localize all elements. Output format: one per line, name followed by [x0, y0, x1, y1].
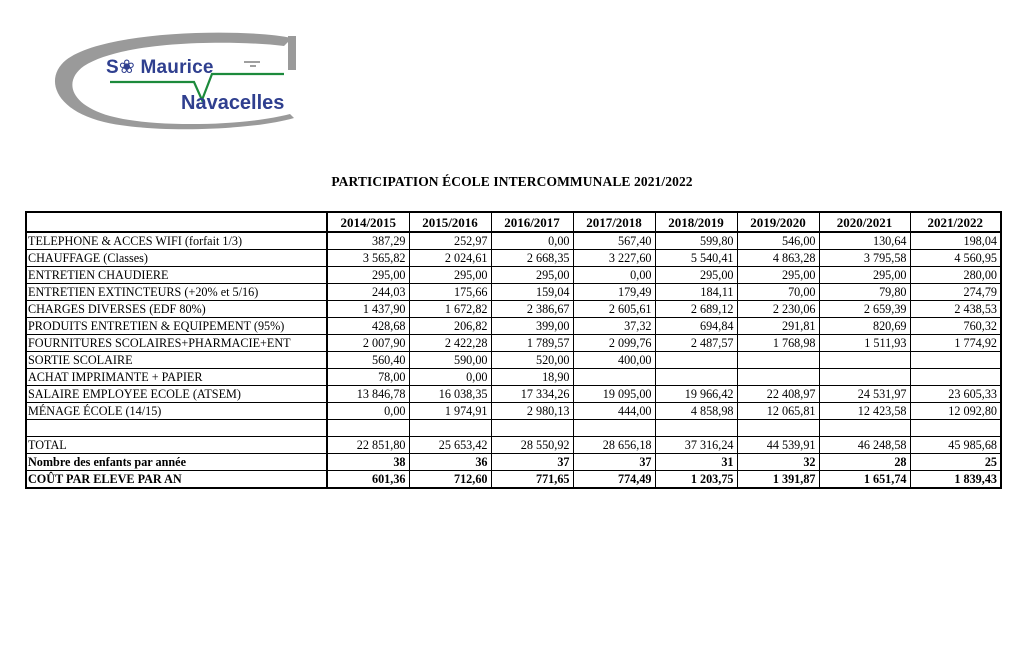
- value-cell: 2 024,61: [409, 250, 491, 267]
- value-cell: 18,90: [491, 369, 573, 386]
- page-title: PARTICIPATION ÉCOLE INTERCOMMUNALE 2021/2022: [331, 174, 693, 189]
- value-cell: 37,32: [573, 318, 655, 335]
- value-cell: 198,04: [910, 232, 1001, 250]
- value-cell: [737, 352, 819, 369]
- empty-cell: [737, 420, 819, 437]
- year-header: 2015/2016: [409, 212, 491, 232]
- year-header: 2017/2018: [573, 212, 655, 232]
- logo-line-1: S❀ Maurice: [106, 57, 214, 78]
- empty-cell: [491, 420, 573, 437]
- year-header: 2014/2015: [327, 212, 409, 232]
- row-label: ENTRETIEN EXTINCTEURS (+20% et 5/16): [26, 284, 327, 301]
- value-cell: 19 966,42: [655, 386, 737, 403]
- value-cell: 25: [910, 454, 1001, 471]
- value-cell: 274,79: [910, 284, 1001, 301]
- value-cell: 546,00: [737, 232, 819, 250]
- value-cell: 520,00: [491, 352, 573, 369]
- value-cell: 1 672,82: [409, 301, 491, 318]
- value-cell: 44 539,91: [737, 437, 819, 454]
- value-cell: 4 863,28: [737, 250, 819, 267]
- value-cell: [910, 369, 1001, 386]
- year-header: 2018/2019: [655, 212, 737, 232]
- empty-cell: [409, 420, 491, 437]
- value-cell: 244,03: [327, 284, 409, 301]
- value-cell: 46 248,58: [819, 437, 910, 454]
- value-cell: 12 423,58: [819, 403, 910, 420]
- row-label: COÛT PAR ELEVE PAR AN: [26, 471, 327, 489]
- value-cell: 175,66: [409, 284, 491, 301]
- value-cell: 3 795,58: [819, 250, 910, 267]
- value-cell: [910, 352, 1001, 369]
- value-cell: 295,00: [409, 267, 491, 284]
- value-cell: 428,68: [327, 318, 409, 335]
- value-cell: 37: [573, 454, 655, 471]
- value-cell: 79,80: [819, 284, 910, 301]
- value-cell: 12 065,81: [737, 403, 819, 420]
- empty-cell: [327, 420, 409, 437]
- table-row: [26, 386, 1001, 403]
- logo-line-2: Navacelles: [181, 92, 285, 114]
- value-cell: 38: [327, 454, 409, 471]
- value-cell: 37 316,24: [655, 437, 737, 454]
- value-cell: 179,49: [573, 284, 655, 301]
- year-header: 2016/2017: [491, 212, 573, 232]
- table-row: [26, 352, 1001, 369]
- row-label: CHAUFFAGE (Classes): [26, 250, 327, 267]
- value-cell: 23 605,33: [910, 386, 1001, 403]
- value-cell: 820,69: [819, 318, 910, 335]
- value-cell: 399,00: [491, 318, 573, 335]
- value-cell: 771,65: [491, 471, 573, 489]
- value-cell: [819, 352, 910, 369]
- value-cell: 295,00: [819, 267, 910, 284]
- value-cell: 78,00: [327, 369, 409, 386]
- value-cell: 2 980,13: [491, 403, 573, 420]
- value-cell: 4 560,95: [910, 250, 1001, 267]
- value-cell: [737, 369, 819, 386]
- value-cell: 4 858,98: [655, 403, 737, 420]
- row-label: SORTIE SCOLAIRE: [26, 352, 327, 369]
- value-cell: 5 540,41: [655, 250, 737, 267]
- value-cell: 2 230,06: [737, 301, 819, 318]
- table-row: [26, 403, 1001, 420]
- value-cell: 295,00: [327, 267, 409, 284]
- year-header: 2019/2020: [737, 212, 819, 232]
- value-cell: 1 437,90: [327, 301, 409, 318]
- value-cell: 2 689,12: [655, 301, 737, 318]
- row-label: Nombre des enfants par année: [26, 454, 327, 471]
- value-cell: 694,84: [655, 318, 737, 335]
- value-cell: 760,32: [910, 318, 1001, 335]
- table-row: [26, 250, 1001, 267]
- value-cell: 2 007,90: [327, 335, 409, 352]
- value-cell: 24 531,97: [819, 386, 910, 403]
- value-cell: 0,00: [327, 403, 409, 420]
- value-cell: 1 768,98: [737, 335, 819, 352]
- row-label: ACHAT IMPRIMANTE + PAPIER: [26, 369, 327, 386]
- value-cell: 2 386,67: [491, 301, 573, 318]
- value-cell: 1 651,74: [819, 471, 910, 489]
- value-cell: 1 839,43: [910, 471, 1001, 489]
- table-row: [26, 232, 1001, 250]
- value-cell: 1 203,75: [655, 471, 737, 489]
- value-cell: [573, 369, 655, 386]
- value-cell: 599,80: [655, 232, 737, 250]
- value-cell: 184,11: [655, 284, 737, 301]
- row-label: ENTRETIEN CHAUDIERE: [26, 267, 327, 284]
- children-count-row: [26, 454, 1001, 471]
- value-cell: 13 846,78: [327, 386, 409, 403]
- value-cell: 16 038,35: [409, 386, 491, 403]
- value-cell: 774,49: [573, 471, 655, 489]
- value-cell: 2 487,57: [655, 335, 737, 352]
- value-cell: 3 227,60: [573, 250, 655, 267]
- value-cell: [655, 369, 737, 386]
- value-cell: 1 774,92: [910, 335, 1001, 352]
- value-cell: 400,00: [573, 352, 655, 369]
- value-cell: 0,00: [491, 232, 573, 250]
- cost-per-pupil-row: [26, 471, 1001, 489]
- value-cell: 22 851,80: [327, 437, 409, 454]
- table-body: [26, 232, 1001, 488]
- value-cell: 1 511,93: [819, 335, 910, 352]
- value-cell: 252,97: [409, 232, 491, 250]
- total-row: [26, 437, 1001, 454]
- value-cell: 28 656,18: [573, 437, 655, 454]
- row-label: MÉNAGE ÉCOLE (14/15): [26, 403, 327, 420]
- row-label: FOURNITURES SCOLAIRES+PHARMACIE+ENT: [26, 335, 327, 352]
- value-cell: 2 668,35: [491, 250, 573, 267]
- table-row: [26, 318, 1001, 335]
- value-cell: [819, 369, 910, 386]
- value-cell: 19 095,00: [573, 386, 655, 403]
- year-header: 2020/2021: [819, 212, 910, 232]
- empty-cell: [573, 420, 655, 437]
- value-cell: 601,36: [327, 471, 409, 489]
- value-cell: 22 408,97: [737, 386, 819, 403]
- value-cell: 32: [737, 454, 819, 471]
- value-cell: 28: [819, 454, 910, 471]
- value-cell: 12 092,80: [910, 403, 1001, 420]
- value-cell: 560,40: [327, 352, 409, 369]
- table-row: [26, 369, 1001, 386]
- empty-cell: [910, 420, 1001, 437]
- value-cell: [655, 352, 737, 369]
- value-cell: 291,81: [737, 318, 819, 335]
- row-label: CHARGES DIVERSES (EDF 80%): [26, 301, 327, 318]
- row-label: TOTAL: [26, 437, 327, 454]
- row-label: PRODUITS ENTRETIEN & EQUIPEMENT (95%): [26, 318, 327, 335]
- value-cell: 1 974,91: [409, 403, 491, 420]
- value-cell: 295,00: [655, 267, 737, 284]
- empty-cell: [26, 420, 327, 437]
- value-cell: 2 099,76: [573, 335, 655, 352]
- row-label: SALAIRE EMPLOYEE ECOLE (ATSEM): [26, 386, 327, 403]
- value-cell: 2 422,28: [409, 335, 491, 352]
- value-cell: 2 659,39: [819, 301, 910, 318]
- value-cell: 159,04: [491, 284, 573, 301]
- value-cell: 70,00: [737, 284, 819, 301]
- value-cell: 712,60: [409, 471, 491, 489]
- value-cell: 17 334,26: [491, 386, 573, 403]
- value-cell: 387,29: [327, 232, 409, 250]
- value-cell: 444,00: [573, 403, 655, 420]
- value-cell: 3 565,82: [327, 250, 409, 267]
- value-cell: 0,00: [573, 267, 655, 284]
- value-cell: 590,00: [409, 352, 491, 369]
- logo-swoosh-icon: [44, 30, 306, 134]
- value-cell: 295,00: [737, 267, 819, 284]
- value-cell: 45 985,68: [910, 437, 1001, 454]
- value-cell: 28 550,92: [491, 437, 573, 454]
- budget-table: [25, 211, 1002, 489]
- value-cell: 295,00: [491, 267, 573, 284]
- row-label: TELEPHONE & ACCES WIFI (forfait 1/3): [26, 232, 327, 250]
- value-cell: 567,40: [573, 232, 655, 250]
- value-cell: 1 789,57: [491, 335, 573, 352]
- empty-cell: [655, 420, 737, 437]
- value-cell: 1 391,87: [737, 471, 819, 489]
- value-cell: 130,64: [819, 232, 910, 250]
- value-cell: 2 438,53: [910, 301, 1001, 318]
- spacer-row: [26, 420, 1001, 437]
- year-header: 2021/2022: [910, 212, 1001, 232]
- value-cell: 280,00: [910, 267, 1001, 284]
- table-row: [26, 284, 1001, 301]
- empty-cell: [819, 420, 910, 437]
- value-cell: 0,00: [409, 369, 491, 386]
- table-row: [26, 267, 1001, 284]
- value-cell: 206,82: [409, 318, 491, 335]
- table-row: [26, 301, 1001, 318]
- value-cell: 25 653,42: [409, 437, 491, 454]
- header-label-cell: [26, 212, 327, 232]
- logo: [44, 30, 306, 134]
- value-cell: 31: [655, 454, 737, 471]
- header-row: [26, 212, 1001, 232]
- value-cell: 37: [491, 454, 573, 471]
- value-cell: 2 605,61: [573, 301, 655, 318]
- table-row: [26, 335, 1001, 352]
- value-cell: 36: [409, 454, 491, 471]
